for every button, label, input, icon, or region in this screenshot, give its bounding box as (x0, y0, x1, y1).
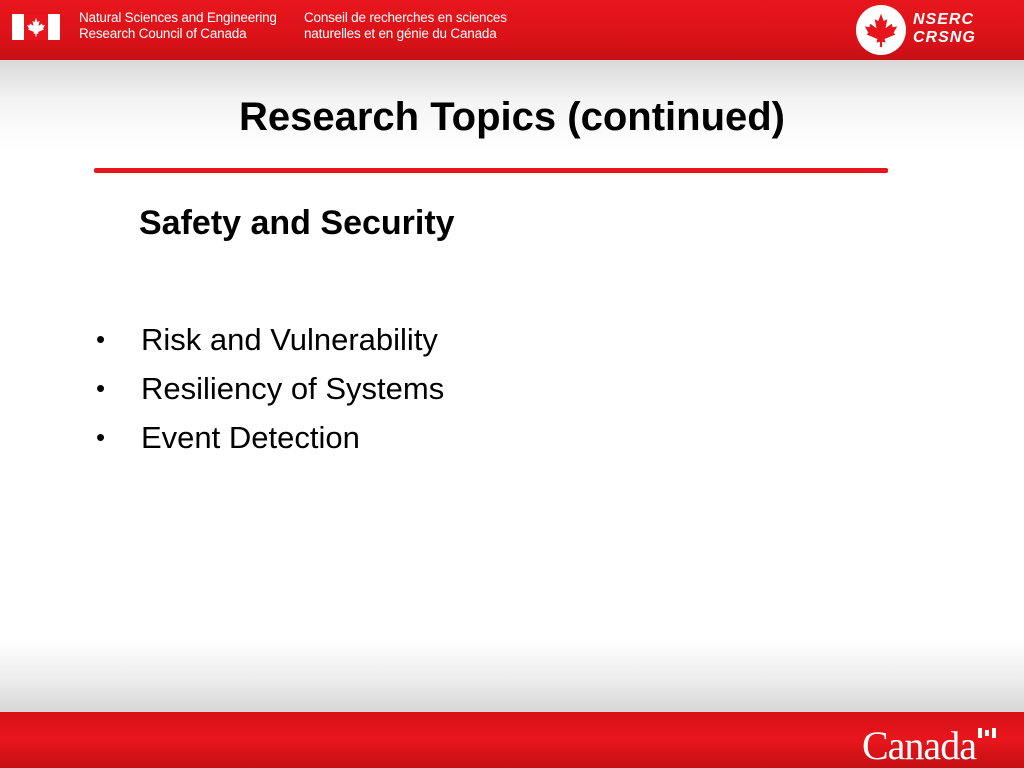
bullet-text: Risk and Vulnerability (141, 321, 438, 357)
bullet-marker: • (96, 373, 106, 403)
nserc-acronyms (913, 11, 976, 47)
acronym-english: NSERC (913, 11, 975, 28)
list-item (94, 364, 444, 413)
org-name-french-line2: naturelles et en génie du Canada (304, 26, 497, 41)
bullet-marker: • (96, 324, 106, 354)
nserc-maple-leaf-icon (856, 5, 906, 55)
bullet-text: Resiliency of Systems (141, 370, 445, 406)
org-name-english-line1: Natural Sciences and Engineering (79, 10, 277, 25)
section-heading: Safety and Security (139, 204, 455, 242)
bullet-marker: • (96, 422, 106, 452)
list-item (94, 413, 444, 462)
canada-flag-icon (12, 14, 60, 40)
org-name-english (79, 10, 277, 42)
list-item (94, 315, 444, 364)
bullet-text: Event Detection (141, 419, 360, 455)
org-name-english-line2: Research Council of Canada (79, 26, 247, 41)
header-banner (0, 0, 1024, 60)
title-divider (94, 168, 888, 173)
acronym-french: CRSNG (913, 29, 976, 46)
slide-title: Research Topics (continued) (238, 95, 785, 139)
footer-shadow (0, 640, 1024, 712)
org-name-french (304, 10, 507, 42)
org-name-french-line1: Conseil de recherches en sciences (304, 10, 507, 25)
canada-wordmark-flag-icon (978, 728, 996, 738)
canada-wordmark: Canada (862, 723, 976, 768)
bullet-list (94, 315, 444, 462)
